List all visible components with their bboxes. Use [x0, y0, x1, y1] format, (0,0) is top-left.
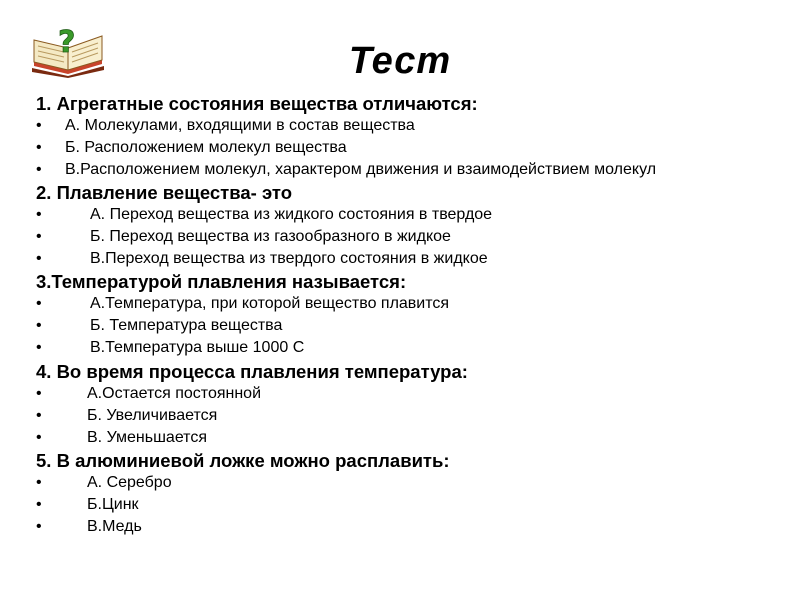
question-block	[36, 181, 776, 270]
answer-text: А. Молекулами, входящими в состав вещества	[65, 117, 415, 134]
answer-option	[36, 115, 776, 137]
test-body	[36, 92, 776, 538]
answer-text: А.Температура, при которой вещество плавится	[90, 295, 450, 312]
bullet-icon: •	[36, 139, 42, 156]
answer-option	[36, 226, 776, 248]
bullet-icon: •	[36, 206, 42, 223]
answer-option	[36, 159, 776, 181]
bullet-icon: •	[36, 339, 42, 356]
answer-list	[36, 472, 776, 538]
answer-text: Б. Расположением молекул вещества	[65, 139, 347, 156]
answer-option	[36, 137, 776, 159]
answer-option	[36, 494, 776, 516]
answer-option	[36, 405, 776, 427]
bullet-icon: •	[36, 228, 42, 245]
answer-text: В. Уменьшается	[87, 429, 207, 446]
bullet-icon: •	[36, 407, 42, 424]
question-text: 1. Агрегатные состояния вещества отличаются:	[36, 93, 478, 114]
bullet-icon: •	[36, 474, 42, 491]
question-text: 3.Температурой плавления называется:	[36, 271, 407, 292]
answer-text: В.Медь	[87, 518, 142, 535]
answer-text: Б.Цинк	[87, 496, 139, 513]
bullet-icon: •	[36, 385, 42, 402]
question-text: 4. Во время процесса плавления температура:	[36, 361, 468, 382]
answer-option	[36, 383, 776, 405]
question-block	[36, 360, 776, 449]
bullet-icon: •	[36, 496, 42, 513]
question-text: 2. Плавление вещества- это	[36, 182, 293, 203]
question-block	[36, 92, 776, 181]
answer-option	[36, 204, 776, 226]
answer-text: А. Серебро	[87, 474, 172, 491]
answer-list	[36, 204, 776, 270]
answer-text: В.Переход вещества из твердого состояния в жидкое	[90, 250, 488, 267]
bullet-icon: •	[36, 161, 42, 178]
answer-list	[36, 115, 776, 181]
bullet-icon: •	[36, 295, 42, 312]
bullet-icon: •	[36, 518, 42, 535]
answer-option	[36, 315, 776, 337]
answer-option	[36, 293, 776, 315]
answer-text: В.Расположением молекул, характером движения и взаимодействием молекул	[65, 161, 657, 178]
answer-text: Б. Температура вещества	[90, 317, 283, 334]
answer-list	[36, 293, 776, 359]
answer-text: Б. Увеличивается	[87, 407, 218, 424]
svg-text:?: ?	[58, 25, 76, 60]
question-block	[36, 270, 776, 359]
answer-option	[36, 337, 776, 359]
answer-text: Б. Переход вещества из газообразного в жидкое	[90, 228, 451, 245]
page-title: Тест	[348, 40, 452, 82]
answer-text: А.Остается постоянной	[87, 385, 262, 402]
answer-option	[36, 248, 776, 270]
bullet-icon: •	[36, 429, 42, 446]
question-text: 5. В алюминиевой ложке можно расплавить:	[36, 450, 450, 471]
answer-text: А. Переход вещества из жидкого состояния в твердое	[90, 206, 493, 223]
answer-option	[36, 472, 776, 494]
answer-option	[36, 516, 776, 538]
answer-list	[36, 383, 776, 449]
answer-text: В.Температура выше 1000 С	[90, 339, 305, 356]
answer-option	[36, 427, 776, 449]
bullet-icon: •	[36, 317, 42, 334]
bullet-icon: •	[36, 117, 42, 134]
bullet-icon: •	[36, 250, 42, 267]
question-block	[36, 449, 776, 538]
